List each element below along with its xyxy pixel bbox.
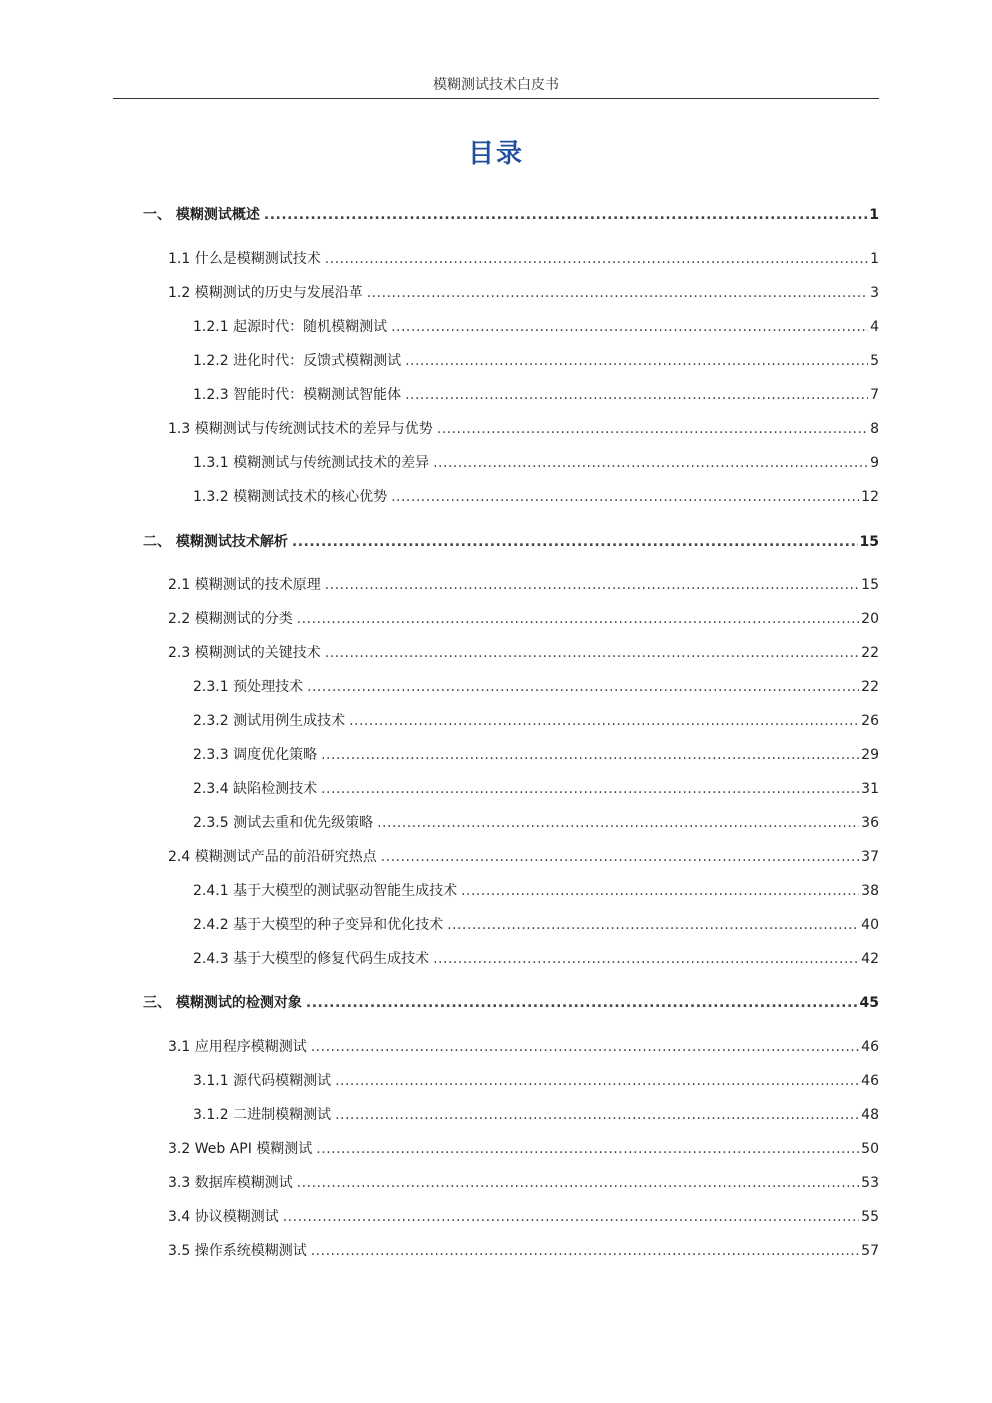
toc-entry-title: 一、 模糊测试概述 [143, 207, 260, 223]
toc-page-number: 4 [870, 319, 879, 335]
toc-entry-title: 三、 模糊测试的检测对象 [143, 995, 302, 1011]
toc-page-number: 29 [861, 747, 879, 763]
toc-entry[interactable] [143, 205, 879, 225]
toc-page-number: 26 [861, 713, 879, 729]
toc-dot-leader [325, 643, 859, 663]
toc-entry-title: 3.3 数据库模糊测试 [168, 1175, 293, 1191]
toc-dot-leader [335, 1105, 859, 1125]
toc-entry[interactable] [168, 1139, 879, 1159]
toc-entry-title: 1.2.1 起源时代：随机模糊测试 [193, 319, 388, 335]
toc-entry[interactable] [193, 813, 879, 833]
toc-entry[interactable] [193, 745, 879, 765]
toc-page-number: 45 [859, 995, 879, 1011]
toc-dot-leader [283, 1207, 859, 1227]
toc-entry-title: 2.2 模糊测试的分类 [168, 611, 293, 627]
toc-dot-leader [321, 779, 859, 799]
toc-entry-title: 2.4.3 基于大模型的修复代码生成技术 [193, 951, 430, 967]
toc-entry[interactable] [168, 249, 879, 269]
toc-entry-title: 1.3 模糊测试与传统测试技术的差异与优势 [168, 421, 433, 437]
toc-dot-leader [433, 453, 868, 473]
toc-dot-leader [311, 1037, 859, 1057]
toc-page-number: 46 [861, 1039, 879, 1055]
toc-entry-title: 2.3.3 调度优化策略 [193, 747, 318, 763]
toc-dot-leader [297, 609, 859, 629]
toc-entry-title: 3.1.2 二进制模糊测试 [193, 1107, 332, 1123]
toc-page-number: 8 [870, 421, 879, 437]
toc-entry[interactable] [168, 1037, 879, 1057]
toc-entry[interactable] [193, 949, 879, 969]
toc-entry-title: 二、 模糊测试技术解析 [143, 534, 288, 550]
toc-page-number: 48 [861, 1107, 879, 1123]
toc-dot-leader [447, 915, 859, 935]
toc-entry[interactable] [193, 487, 879, 507]
toc-entry[interactable] [168, 419, 879, 439]
toc-dot-leader [461, 881, 859, 901]
toc-entry-title: 3.4 协议模糊测试 [168, 1209, 279, 1225]
toc-entry[interactable] [193, 385, 879, 405]
toc-page-number: 36 [861, 815, 879, 831]
toc-entry-title: 1.3.2 模糊测试技术的核心优势 [193, 489, 388, 505]
toc-entry[interactable] [193, 915, 879, 935]
toc-entry-title: 2.3.5 测试去重和优先级策略 [193, 815, 374, 831]
toc-entry[interactable] [168, 643, 879, 663]
toc-dot-leader [335, 1071, 859, 1091]
toc-entry-title: 2.1 模糊测试的技术原理 [168, 577, 321, 593]
toc-page-number: 31 [861, 781, 879, 797]
toc-entry[interactable] [193, 453, 879, 473]
toc-entry[interactable] [168, 609, 879, 629]
toc-entry-title: 1.3.1 模糊测试与传统测试技术的差异 [193, 455, 430, 471]
toc-entry-title: 2.4.1 基于大模型的测试驱动智能生成技术 [193, 883, 458, 899]
toc-dot-leader [367, 283, 868, 303]
toc-page-number: 22 [861, 645, 879, 661]
toc-entry-title: 2.3.4 缺陷检测技术 [193, 781, 318, 797]
toc-dot-leader [433, 949, 859, 969]
toc-dot-leader [437, 419, 868, 439]
toc-page-number: 22 [861, 679, 879, 695]
toc-dot-leader [405, 385, 868, 405]
toc-dot-leader [321, 745, 859, 765]
toc-entry-title: 3.1.1 源代码模糊测试 [193, 1073, 332, 1089]
toc-page-number: 1 [870, 251, 879, 267]
toc-page-number: 9 [870, 455, 879, 471]
toc-entry[interactable] [193, 711, 879, 731]
toc-page-number: 37 [861, 849, 879, 865]
toc-entry[interactable] [168, 847, 879, 867]
toc-page-number: 15 [861, 577, 879, 593]
toc-page-number: 53 [861, 1175, 879, 1191]
toc-entry[interactable] [193, 779, 879, 799]
toc-page-number: 46 [861, 1073, 879, 1089]
toc-entry-title: 3.2 Web API 模糊测试 [168, 1141, 313, 1157]
toc-dot-leader [391, 487, 859, 507]
toc-dot-leader [377, 813, 859, 833]
toc-dot-leader [292, 532, 858, 552]
toc-page-number: 12 [861, 489, 879, 505]
toc-page-number: 38 [861, 883, 879, 899]
toc-entry[interactable] [168, 283, 879, 303]
toc-entry[interactable] [168, 1173, 879, 1193]
toc-entry-title: 1.2 模糊测试的历史与发展沿革 [168, 285, 363, 301]
toc-dot-leader [381, 847, 859, 867]
toc-entry-title: 3.5 操作系统模糊测试 [168, 1243, 307, 1259]
toc-dot-leader [307, 677, 859, 697]
toc-dot-leader [264, 205, 867, 225]
toc-entry[interactable] [193, 881, 879, 901]
toc-dot-leader [306, 993, 858, 1013]
toc-entry[interactable] [193, 677, 879, 697]
toc-dot-leader [405, 351, 868, 371]
toc-entry-title: 1.2.2 进化时代：反馈式模糊测试 [193, 353, 402, 369]
toc-page-number: 15 [859, 534, 879, 550]
toc-dot-leader [391, 317, 868, 337]
toc-entry[interactable] [193, 1105, 879, 1125]
toc-entry[interactable] [193, 351, 879, 371]
toc-entry-title: 3.1 应用程序模糊测试 [168, 1039, 307, 1055]
toc-page-number: 50 [861, 1141, 879, 1157]
toc-entry-title: 2.4 模糊测试产品的前沿研究热点 [168, 849, 377, 865]
toc-page-number: 40 [861, 917, 879, 933]
toc-entry[interactable] [193, 317, 879, 337]
toc-entry[interactable] [193, 1071, 879, 1091]
toc-dot-leader [297, 1173, 859, 1193]
toc-entry[interactable] [168, 1241, 879, 1261]
toc-entry[interactable] [143, 532, 879, 552]
toc-entry-title: 2.3.1 预处理技术 [193, 679, 304, 695]
toc-title: 目录 [467, 139, 524, 169]
toc-page-number: 20 [861, 611, 879, 627]
toc-dot-leader [349, 711, 859, 731]
toc-page-number: 3 [870, 285, 879, 301]
toc-entry[interactable] [168, 575, 879, 595]
toc-page-number: 5 [870, 353, 879, 369]
toc-entry-title: 1.1 什么是模糊测试技术 [168, 251, 321, 267]
toc-entry-title: 2.3 模糊测试的关键技术 [168, 645, 321, 661]
toc-dot-leader [316, 1139, 859, 1159]
toc-page-number: 57 [861, 1243, 879, 1259]
toc-entry[interactable] [143, 993, 879, 1013]
toc-entry[interactable] [168, 1207, 879, 1227]
toc-entry-title: 2.3.2 测试用例生成技术 [193, 713, 346, 729]
toc-page-number: 7 [870, 387, 879, 403]
toc-dot-leader [325, 575, 859, 595]
running-header: 模糊测试技术白皮书 [433, 77, 559, 93]
toc-entry-title: 1.2.3 智能时代：模糊测试智能体 [193, 387, 402, 403]
toc-dot-leader [311, 1241, 859, 1261]
toc-page-number: 1 [869, 207, 879, 223]
toc-page-number: 42 [861, 951, 879, 967]
toc-page-number: 55 [861, 1209, 879, 1225]
toc-entry-title: 2.4.2 基于大模型的种子变异和优化技术 [193, 917, 444, 933]
toc-dot-leader [325, 249, 868, 269]
